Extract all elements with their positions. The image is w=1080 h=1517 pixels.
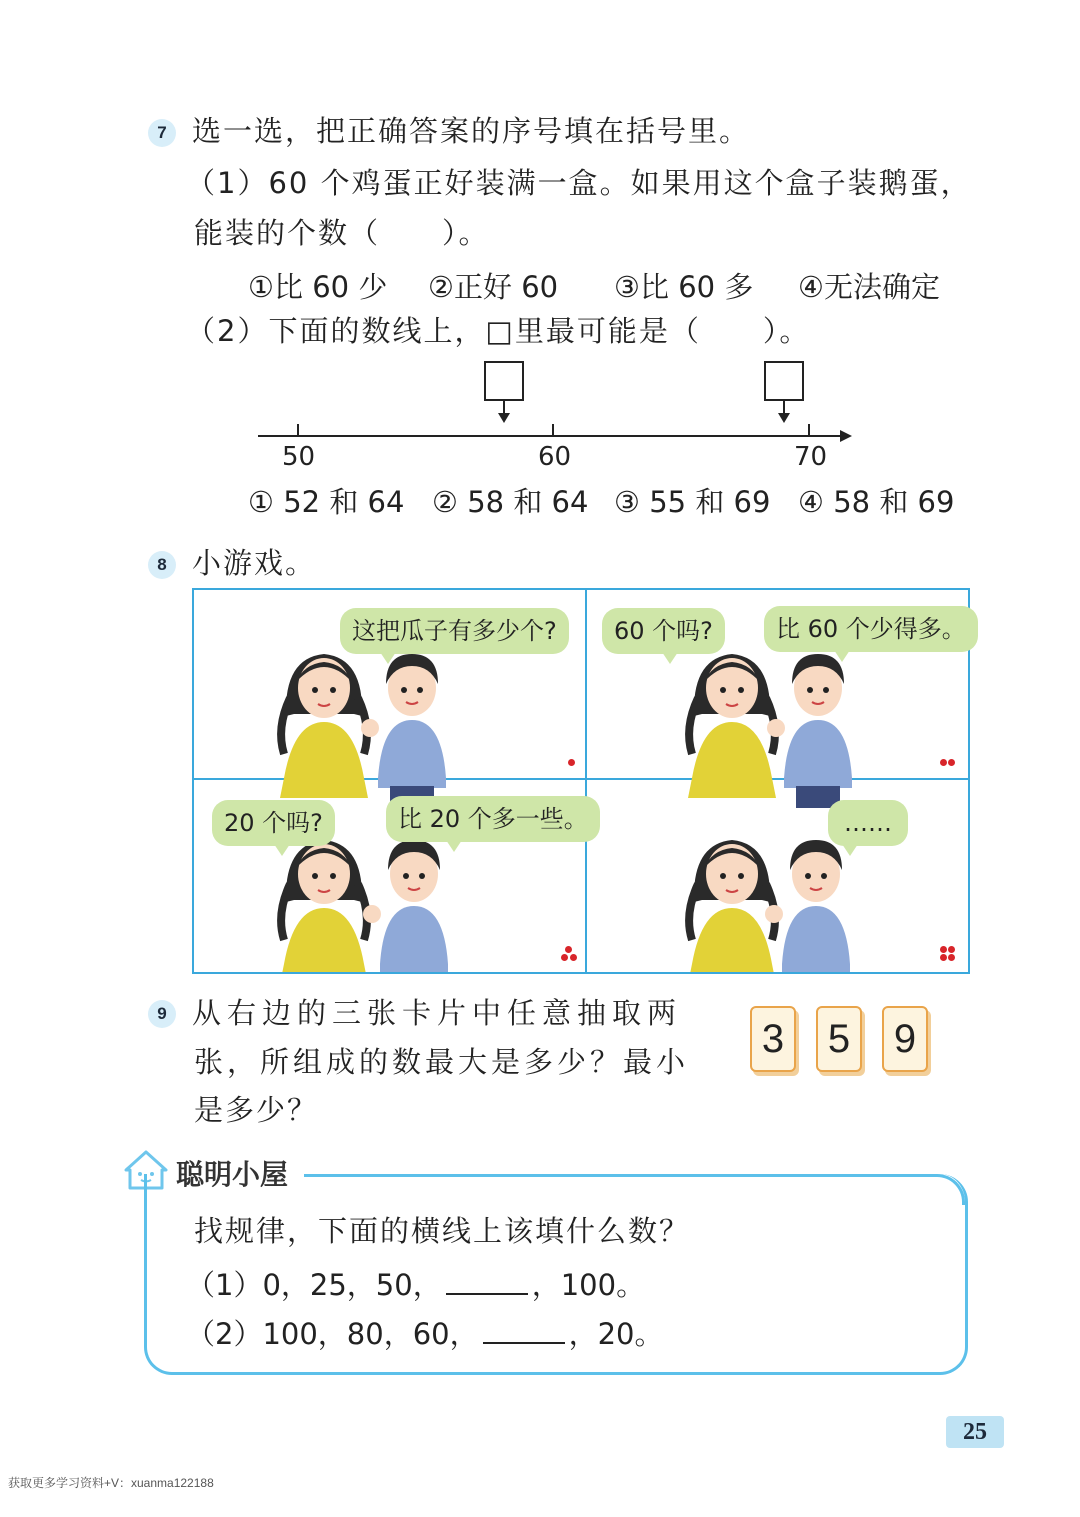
tick-60 [552,424,554,436]
q7-part2-line: （2）下面的数线上，□里最可能是（ ）。 [186,314,811,348]
number-line-axis [258,435,844,437]
number-line-arrow-icon [840,430,852,442]
sequence-1-start: （1）0，25，50， [186,1268,442,1302]
panel-2-bubble-boy [764,606,978,652]
q7-part1-line1: （1）60 个鸡蛋正好装满一盒。如果用这个盒子装鹅蛋， [186,166,972,200]
smart-house-prompt: 找规律，下面的横线上该填什么数？ [194,1214,691,1248]
panel-2-bubble-girl-text: 60 个吗? [614,617,713,645]
number-card-5: 5 [816,1006,862,1072]
smart-house-sequence-2 [186,1317,664,1352]
panel-3-marker-c [570,954,577,961]
panel-2-bubble-boy-text: 比 60 个少得多。 [776,615,966,643]
number-card-9: 9 [882,1006,928,1072]
panel-1-bubble-text: 这把瓜子有多少个? [352,617,557,645]
sequence-1-end: ，100。 [531,1268,646,1302]
question-7-title: 选一选，把正确答案的序号填在括号里。 [192,114,751,148]
tick-50 [297,424,299,436]
panel-2-marker-b [948,759,955,766]
tick-70 [808,424,810,436]
panel-4-marker-d [948,954,955,961]
arrow-right-icon [778,413,790,423]
q7-part1-option-4: ④无法确定 [798,270,940,304]
q7-part2-option-4: ④ 58 和 69 [798,485,955,519]
panel-3-bubble-boy-text: 比 20 个多一些。 [398,805,588,833]
panel-4-bubble-text: …… [844,809,892,837]
q9-line3: 是多少？ [194,1093,319,1127]
q7-part2-option-2: ② 58 和 64 [432,485,589,519]
smart-house-title: 聪明小屋 [176,1158,289,1191]
panel-1-bubble [340,608,569,654]
arrow-left-icon [498,413,510,423]
q7-part1-option-3: ③比 60 多 [614,270,754,304]
q7-part1-line2: 能装的个数（ ）。 [194,216,490,250]
q7-part2-option-3: ③ 55 和 69 [614,485,771,519]
panel-1-marker [568,759,575,766]
answer-box-left [484,361,524,401]
tick-label-60: 60 [538,442,572,472]
q9-line1: 从右边的三张卡片中任意抽取两 [192,996,683,1030]
sequence-2-start: （2）100，80，60， [186,1317,479,1351]
panel-3-marker-a [565,946,572,953]
sequence-2-blank[interactable] [483,1340,565,1344]
q7-part1-option-2: ②正好 60 [428,270,559,304]
question-8-title: 小游戏。 [192,546,317,580]
panel-4-marker-a [940,946,947,953]
tick-label-50: 50 [282,442,316,472]
panel-4-bubble [828,800,908,846]
q9-line2: 张，所组成的数最大是多少？最小 [194,1045,690,1079]
panel-3-bubble-boy [386,796,600,842]
question-8-number: 8 [148,551,176,579]
page-number: 25 [946,1416,1004,1448]
panel-4-marker-b [948,946,955,953]
q7-part2-option-1: ① 52 和 64 [248,485,405,519]
smart-house-box-corner [934,1174,965,1205]
question-9-number: 9 [148,1000,176,1028]
number-card-3: 3 [750,1006,796,1072]
tick-label-70: 70 [794,442,828,472]
panel-4-marker-c [940,954,947,961]
panel-3-marker-b [561,954,568,961]
sequence-2-end: ，20。 [568,1317,664,1351]
panel-2-marker-a [940,759,947,766]
smart-house-sequence-1 [186,1268,645,1303]
question-7-number: 7 [148,119,176,147]
panel-3-bubble-girl [212,800,335,846]
answer-box-right [764,361,804,401]
panel-2-bubble-girl [602,608,725,654]
sequence-1-blank[interactable] [446,1291,528,1295]
q7-part1-option-1: ①比 60 少 [248,270,388,304]
panel-3-bubble-girl-text: 20 个吗? [224,809,323,837]
footer-watermark: 获取更多学习资料+V：xuanma122188 [8,1476,214,1490]
